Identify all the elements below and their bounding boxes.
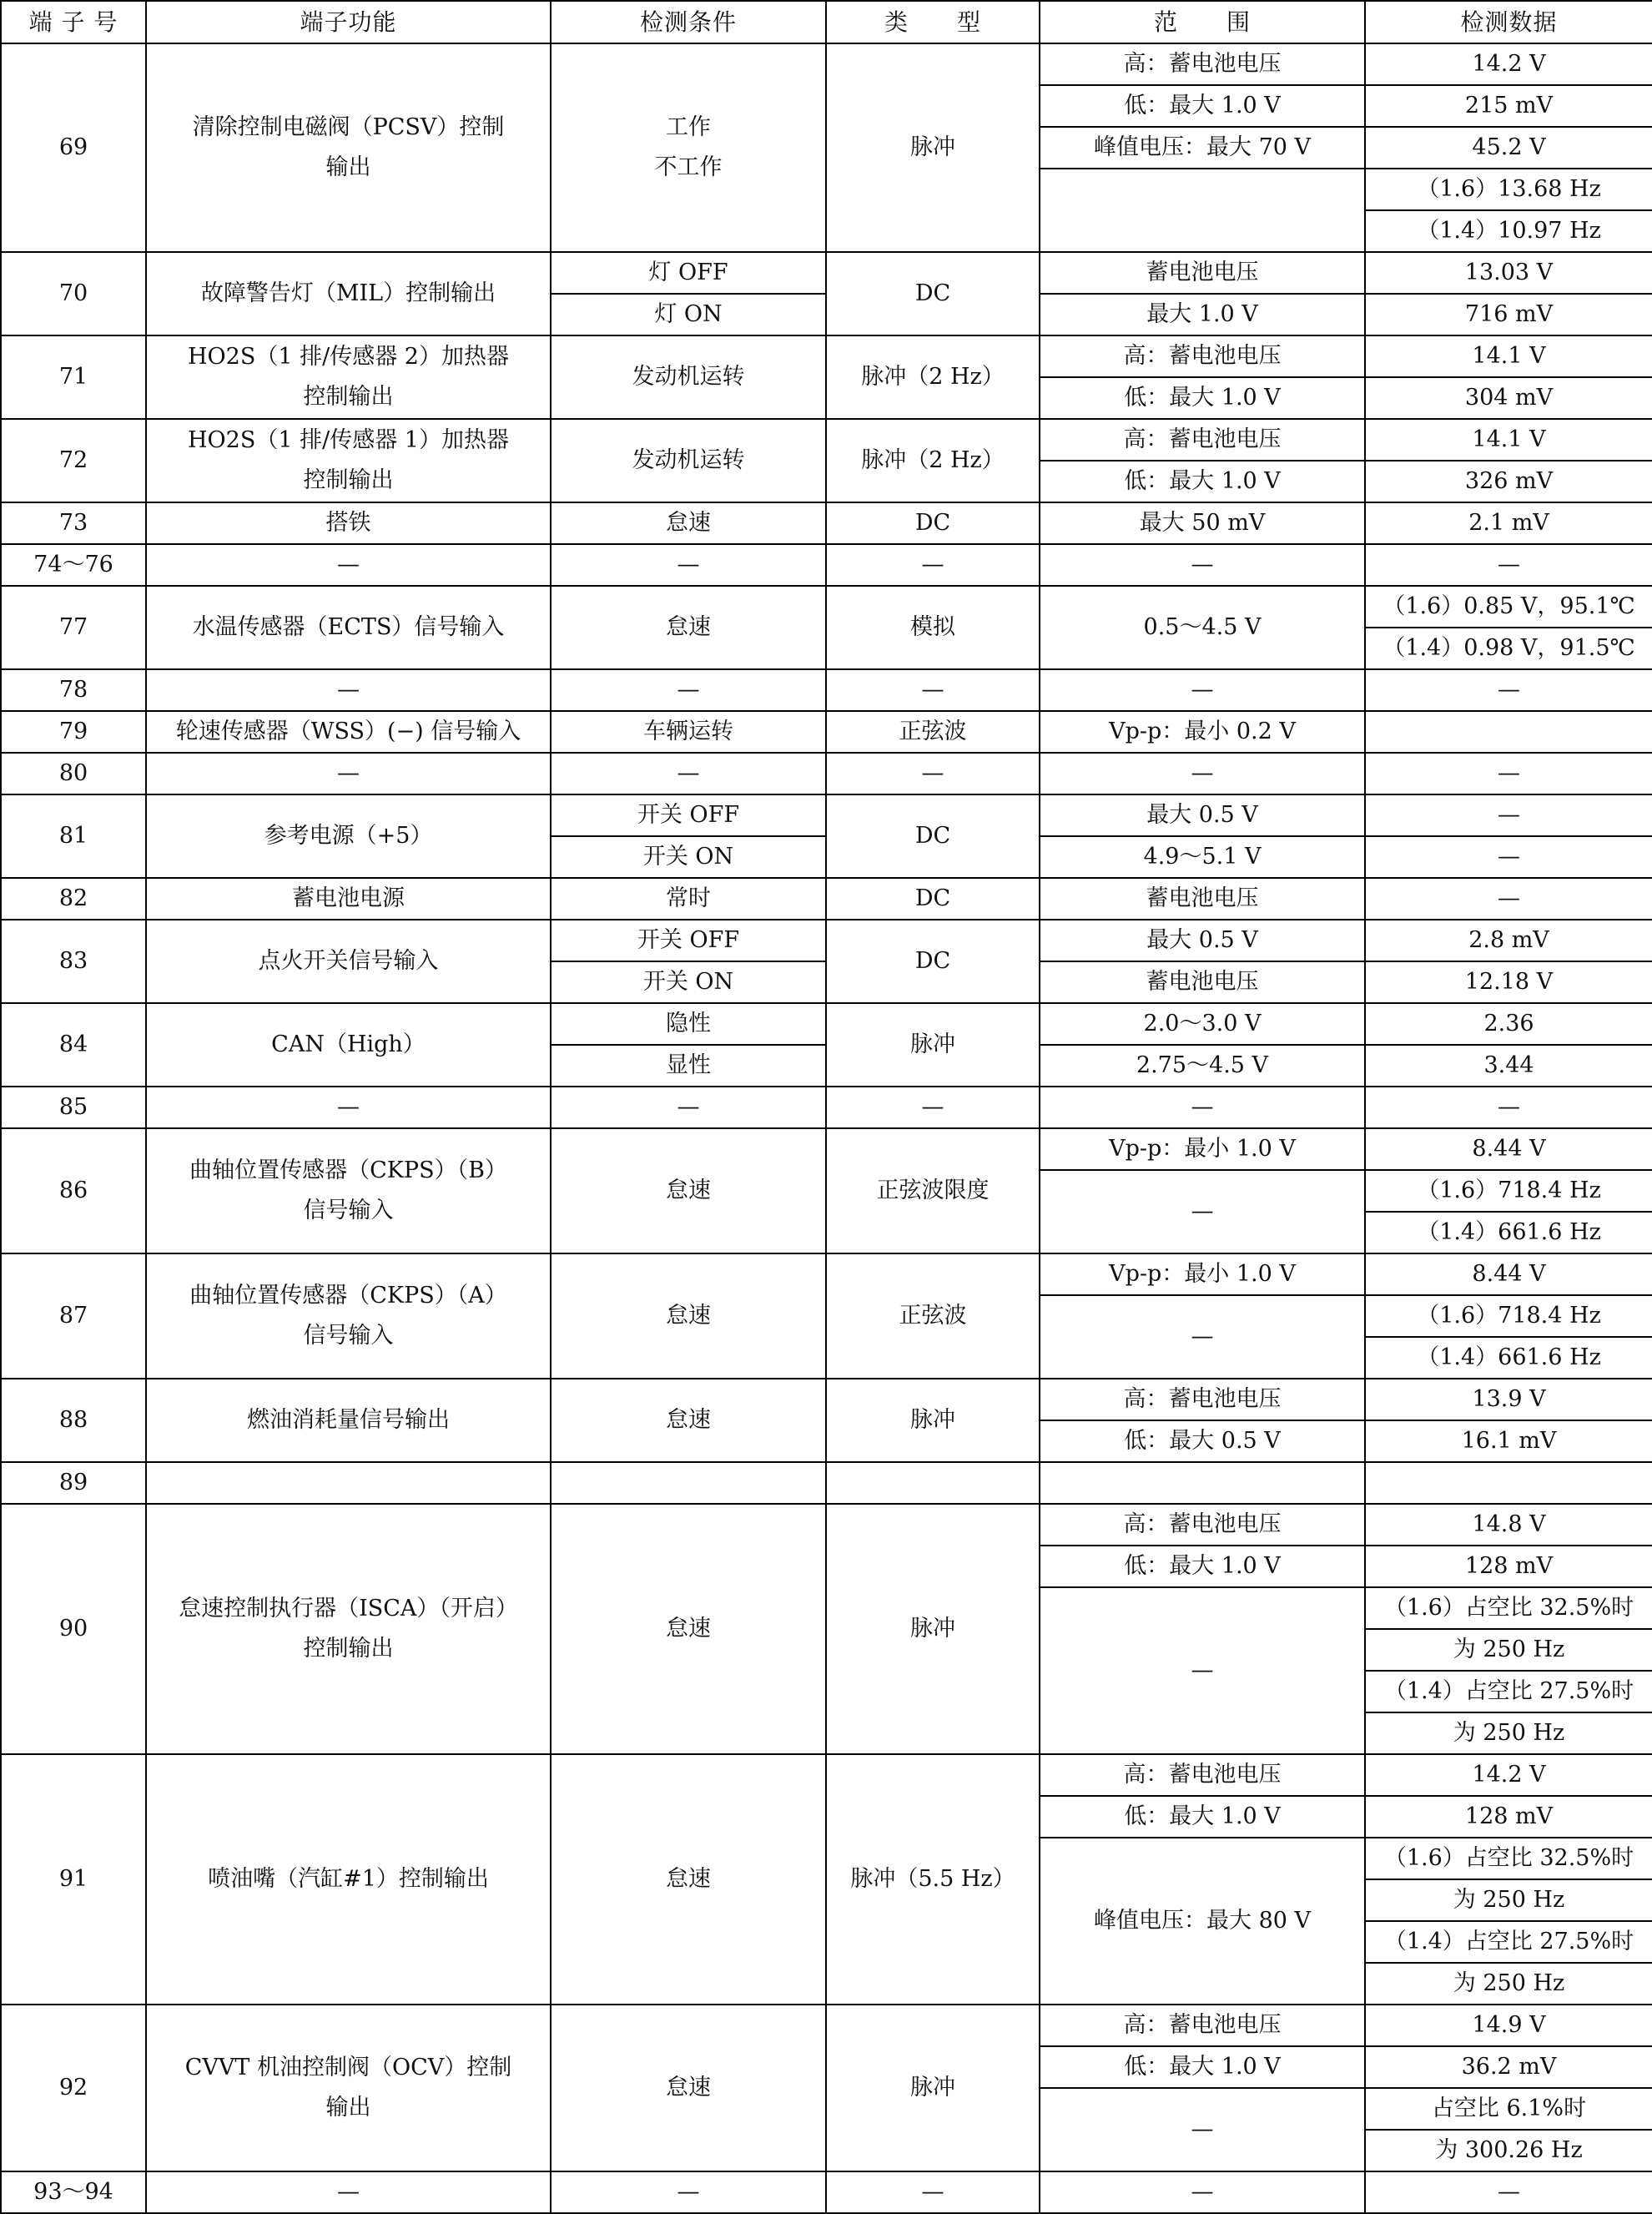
table-cell: 8.44 V: [1365, 1253, 1652, 1295]
table-cell: —: [1365, 878, 1652, 920]
table-cell: 怠速: [551, 1754, 826, 2005]
table-cell: —: [146, 753, 551, 794]
table-cell: 93～94: [1, 2171, 146, 2213]
table-cell: —: [1040, 2088, 1365, 2171]
table-cell: （1.6）占空比 32.5%时: [1365, 1838, 1652, 1879]
table-cell: 蓄电池电压: [1040, 252, 1365, 294]
table-cell: 蓄电池电源: [146, 878, 551, 920]
table-cell: —: [1040, 669, 1365, 711]
table-cell: 最大 50 mV: [1040, 502, 1365, 544]
table-cell: —: [826, 753, 1040, 794]
table-cell: （1.4）占空比 27.5%时: [1365, 1671, 1652, 1712]
table-row: [1, 2005, 1652, 2046]
table-cell: 72: [1, 419, 146, 502]
table-cell: 88: [1, 1379, 146, 1462]
table-cell: 69: [1, 43, 146, 252]
table-row: [1, 1504, 1652, 1546]
table-cell: 模拟: [826, 586, 1040, 669]
table-cell: DC: [826, 920, 1040, 1003]
table-cell: 8.44 V: [1365, 1128, 1652, 1170]
table-cell: 喷油嘴（汽缸#1）控制输出: [146, 1754, 551, 2005]
table-cell: 87: [1, 1253, 146, 1379]
table-cell: 怠速: [551, 1504, 826, 1754]
table-cell: 低：最大 1.0 V: [1040, 1796, 1365, 1838]
table-cell: 77: [1, 586, 146, 669]
table-cell: [1365, 711, 1652, 753]
table-row: [1, 753, 1652, 794]
table-cell: 70: [1, 252, 146, 335]
table-cell: 高：蓄电池电压: [1040, 1379, 1365, 1420]
table-cell: 峰值电压：最大 80 V: [1040, 1838, 1365, 2005]
table-row: [1, 1087, 1652, 1128]
table-cell: 45.2 V: [1365, 127, 1652, 169]
table-cell: HO2S（1 排/传感器 2）加热器 控制输出: [146, 335, 551, 419]
table-row: [1, 1379, 1652, 1420]
table-cell: 80: [1, 753, 146, 794]
table-cell: 最大 0.5 V: [1040, 920, 1365, 961]
table-cell: 蓄电池电压: [1040, 878, 1365, 920]
table-row: [1, 586, 1652, 628]
table-cell: 高：蓄电池电压: [1040, 43, 1365, 85]
table-cell: 正弦波: [826, 711, 1040, 753]
table-cell: —: [551, 1087, 826, 1128]
table-cell: DC: [826, 252, 1040, 335]
table-cell: 82: [1, 878, 146, 920]
table-cell: 0.5～4.5 V: [1040, 586, 1365, 669]
table-cell: 高：蓄电池电压: [1040, 1754, 1365, 1796]
table-cell: —: [1040, 1170, 1365, 1253]
table-cell: 正弦波: [826, 1253, 1040, 1379]
table-cell: 74～76: [1, 544, 146, 586]
table-cell: 86: [1, 1128, 146, 1253]
table-cell: 最大 1.0 V: [1040, 294, 1365, 335]
table-cell: 14.2 V: [1365, 1754, 1652, 1796]
table-cell: 清除控制电磁阀（PCSV）控制 输出: [146, 43, 551, 252]
table-cell: 13.9 V: [1365, 1379, 1652, 1420]
table-cell: —: [146, 669, 551, 711]
table-cell: 高：蓄电池电压: [1040, 335, 1365, 377]
table-cell: 85: [1, 1087, 146, 1128]
table-cell: 低：最大 1.0 V: [1040, 2046, 1365, 2088]
header-row: [1, 1, 1652, 43]
table-cell: 2.36: [1365, 1003, 1652, 1045]
table-cell: 脉冲: [826, 1504, 1040, 1754]
table-cell: 搭铁: [146, 502, 551, 544]
table-cell: 水温传感器（ECTS）信号输入: [146, 586, 551, 669]
table-cell: 脉冲（5.5 Hz）: [826, 1754, 1040, 2005]
table-cell: 燃油消耗量信号输出: [146, 1379, 551, 1462]
table-row: [1, 1754, 1652, 1796]
table-cell: 发动机运转: [551, 335, 826, 419]
table-cell: HO2S（1 排/传感器 1）加热器 控制输出: [146, 419, 551, 502]
table-cell: 2.0～3.0 V: [1040, 1003, 1365, 1045]
table-cell: （1.6）0.85 V，95.1℃: [1365, 586, 1652, 628]
table-cell: 低：最大 1.0 V: [1040, 1546, 1365, 1587]
table-cell: 90: [1, 1504, 146, 1754]
table-cell: CAN（High）: [146, 1003, 551, 1087]
table-cell: 脉冲（2 Hz）: [826, 335, 1040, 419]
table-cell: 84: [1, 1003, 146, 1087]
table-cell: 2.1 mV: [1365, 502, 1652, 544]
table-cell: 曲轴位置传感器（CKPS）（A） 信号输入: [146, 1253, 551, 1379]
table-row: [1, 878, 1652, 920]
table-cell: 车辆运转: [551, 711, 826, 753]
table-cell: 怠速: [551, 502, 826, 544]
table-cell: DC: [826, 878, 1040, 920]
table-cell: 脉冲: [826, 43, 1040, 252]
table-cell: 为 250 Hz: [1365, 1712, 1652, 1754]
table-cell: 占空比 6.1%时: [1365, 2088, 1652, 2130]
table-cell: 326 mV: [1365, 461, 1652, 502]
table-cell: 常时: [551, 878, 826, 920]
table-cell: [1040, 169, 1365, 252]
table-cell: 低：最大 1.0 V: [1040, 377, 1365, 419]
table-cell: 参考电源（+5）: [146, 794, 551, 878]
table-cell: 低：最大 0.5 V: [1040, 1420, 1365, 1462]
table-cell: 点火开关信号输入: [146, 920, 551, 1003]
table-cell: 128 mV: [1365, 1546, 1652, 1587]
header-test-condition: 检测条件: [551, 1, 826, 43]
table-cell: 14.8 V: [1365, 1504, 1652, 1546]
table-row: [1, 920, 1652, 961]
table-cell: Vp-p：最小 1.0 V: [1040, 1253, 1365, 1295]
table-cell: 工作 不工作: [551, 43, 826, 252]
table-cell: —: [1040, 753, 1365, 794]
table-cell: —: [1365, 2171, 1652, 2213]
table-cell: 81: [1, 794, 146, 878]
table-row: [1, 419, 1652, 461]
table-cell: —: [1365, 794, 1652, 836]
table-cell: 开关 ON: [551, 961, 826, 1003]
table-cell: 脉冲: [826, 2005, 1040, 2171]
table-row: [1, 711, 1652, 753]
table-cell: —: [1365, 753, 1652, 794]
table-cell: 正弦波限度: [826, 1128, 1040, 1253]
table-cell: Vp-p：最小 1.0 V: [1040, 1128, 1365, 1170]
table-cell: 怠速: [551, 1253, 826, 1379]
table-cell: 轮速传感器（WSS）(−) 信号输入: [146, 711, 551, 753]
table-cell: 78: [1, 669, 146, 711]
table-cell: 716 mV: [1365, 294, 1652, 335]
table-cell: [551, 1462, 826, 1504]
table-cell: （1.6）13.68 Hz: [1365, 169, 1652, 210]
table-cell: （1.4）占空比 27.5%时: [1365, 1921, 1652, 1963]
header-terminal-function: 端子功能: [146, 1, 551, 43]
table-cell: 显性: [551, 1045, 826, 1087]
table-cell: —: [826, 1087, 1040, 1128]
table-cell: 14.1 V: [1365, 335, 1652, 377]
table-cell: （1.6）718.4 Hz: [1365, 1295, 1652, 1337]
table-cell: 蓄电池电压: [1040, 961, 1365, 1003]
table-cell: 脉冲: [826, 1379, 1040, 1462]
table-cell: —: [1365, 836, 1652, 878]
table-cell: 开关 ON: [551, 836, 826, 878]
table-cell: 灯 OFF: [551, 252, 826, 294]
table-row: [1, 1462, 1652, 1504]
table-cell: 为 250 Hz: [1365, 1963, 1652, 2005]
table-cell: —: [1365, 1087, 1652, 1128]
table-cell: 16.1 mV: [1365, 1420, 1652, 1462]
table-cell: —: [146, 2171, 551, 2213]
table-cell: （1.4）10.97 Hz: [1365, 210, 1652, 252]
table-cell: Vp-p：最小 0.2 V: [1040, 711, 1365, 753]
table-cell: —: [1365, 669, 1652, 711]
table-cell: （1.4）661.6 Hz: [1365, 1337, 1652, 1379]
table-header: [1, 1, 1652, 43]
table-cell: —: [551, 669, 826, 711]
table-cell: 脉冲（2 Hz）: [826, 419, 1040, 502]
table-cell: DC: [826, 794, 1040, 878]
table-cell: 83: [1, 920, 146, 1003]
table-cell: 高：蓄电池电压: [1040, 2005, 1365, 2046]
table-row: [1, 1253, 1652, 1295]
table-cell: 73: [1, 502, 146, 544]
table-cell: 215 mV: [1365, 85, 1652, 127]
table-row: [1, 1128, 1652, 1170]
table-cell: 最大 0.5 V: [1040, 794, 1365, 836]
table-row: [1, 335, 1652, 377]
table-cell: 开关 OFF: [551, 920, 826, 961]
table-cell: 隐性: [551, 1003, 826, 1045]
table-cell: 怠速: [551, 586, 826, 669]
table-cell: 91: [1, 1754, 146, 2005]
table-cell: —: [1365, 544, 1652, 586]
table-cell: —: [551, 2171, 826, 2213]
table-row: [1, 2171, 1652, 2213]
table-cell: —: [1040, 1295, 1365, 1379]
table-cell: 灯 ON: [551, 294, 826, 335]
table-cell: 曲轴位置传感器（CKPS）（B） 信号输入: [146, 1128, 551, 1253]
table-cell: —: [826, 669, 1040, 711]
table-cell: 13.03 V: [1365, 252, 1652, 294]
table-body: [1, 43, 1652, 2213]
table-cell: （1.6）占空比 32.5%时: [1365, 1587, 1652, 1629]
table-cell: 2.8 mV: [1365, 920, 1652, 961]
table-cell: 脉冲: [826, 1003, 1040, 1087]
table-cell: 高：蓄电池电压: [1040, 1504, 1365, 1546]
table-cell: [1040, 1462, 1365, 1504]
table-cell: 304 mV: [1365, 377, 1652, 419]
table-cell: 14.9 V: [1365, 2005, 1652, 2046]
table-cell: [1365, 1462, 1652, 1504]
table-cell: 36.2 mV: [1365, 2046, 1652, 2088]
table-row: [1, 502, 1652, 544]
table-cell: —: [1040, 2171, 1365, 2213]
table-cell: 怠速: [551, 2005, 826, 2171]
table-row: [1, 252, 1652, 294]
table-cell: 3.44: [1365, 1045, 1652, 1087]
table-cell: —: [551, 753, 826, 794]
table-cell: 怠速: [551, 1379, 826, 1462]
table-cell: 高：蓄电池电压: [1040, 419, 1365, 461]
table-cell: 发动机运转: [551, 419, 826, 502]
table-cell: （1.4）0.98 V，91.5℃: [1365, 628, 1652, 669]
table-cell: [146, 1462, 551, 1504]
table-cell: 低：最大 1.0 V: [1040, 85, 1365, 127]
table-cell: 为 250 Hz: [1365, 1879, 1652, 1921]
table-row: [1, 43, 1652, 85]
header-test-data: 检测数据: [1365, 1, 1652, 43]
table-cell: 怠速控制执行器（ISCA）（开启） 控制输出: [146, 1504, 551, 1754]
table-cell: 故障警告灯（MIL）控制输出: [146, 252, 551, 335]
table-cell: —: [146, 544, 551, 586]
header-type: 类 型: [826, 1, 1040, 43]
table-cell: —: [1040, 1587, 1365, 1754]
table-cell: —: [551, 544, 826, 586]
table-cell: 开关 OFF: [551, 794, 826, 836]
table-cell: —: [1040, 1087, 1365, 1128]
header-terminal-number: 端 子 号: [1, 1, 146, 43]
table-row: [1, 669, 1652, 711]
table-cell: DC: [826, 502, 1040, 544]
table-cell: 4.9～5.1 V: [1040, 836, 1365, 878]
table-cell: 峰值电压：最大 70 V: [1040, 127, 1365, 169]
header-range: 范 围: [1040, 1, 1365, 43]
table-cell: 92: [1, 2005, 146, 2171]
table-cell: CVVT 机油控制阀（OCV）控制 输出: [146, 2005, 551, 2171]
table-cell: —: [146, 1087, 551, 1128]
table-cell: 71: [1, 335, 146, 419]
table-cell: 低：最大 1.0 V: [1040, 461, 1365, 502]
table-cell: —: [1040, 544, 1365, 586]
table-cell: —: [826, 544, 1040, 586]
table-row: [1, 794, 1652, 836]
table-cell: 为 300.26 Hz: [1365, 2130, 1652, 2171]
table-cell: 2.75～4.5 V: [1040, 1045, 1365, 1087]
table-row: [1, 1003, 1652, 1045]
table-row: [1, 544, 1652, 586]
table-cell: [826, 1462, 1040, 1504]
table-cell: 14.1 V: [1365, 419, 1652, 461]
table-cell: 14.2 V: [1365, 43, 1652, 85]
table-cell: 12.18 V: [1365, 961, 1652, 1003]
table-cell: 89: [1, 1462, 146, 1504]
table-cell: 128 mV: [1365, 1796, 1652, 1838]
table-cell: 怠速: [551, 1128, 826, 1253]
table-cell: —: [826, 2171, 1040, 2213]
table-cell: 为 250 Hz: [1365, 1629, 1652, 1671]
table-cell: （1.6）718.4 Hz: [1365, 1170, 1652, 1212]
table-cell: （1.4）661.6 Hz: [1365, 1212, 1652, 1253]
table-cell: 79: [1, 711, 146, 753]
